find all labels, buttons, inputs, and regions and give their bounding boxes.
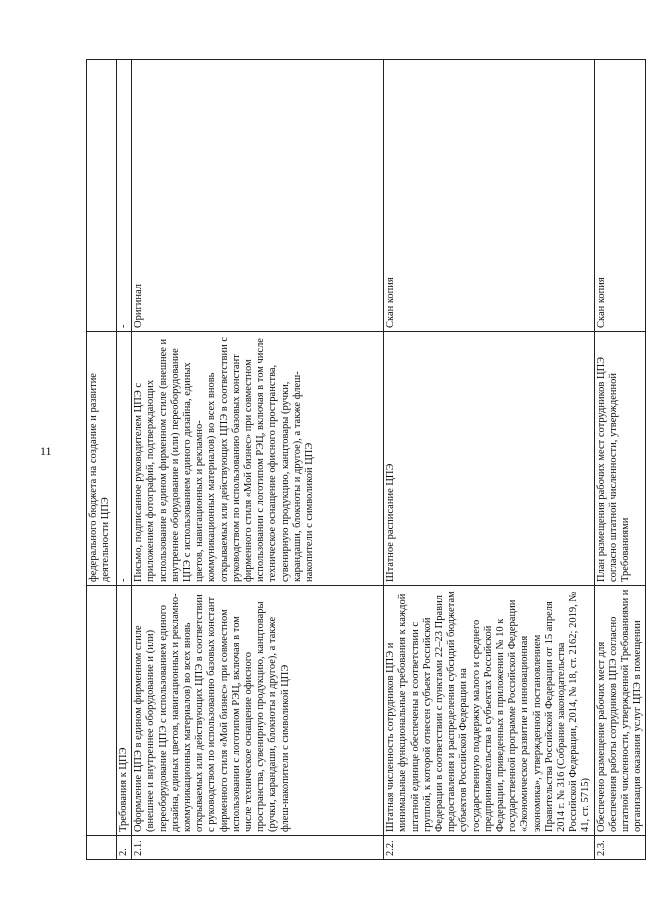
- document-cell: План размещения рабочих мест сотрудников ЦПЭ согласно штатной численности, утвержденной Требованиями: [594, 332, 646, 586]
- requirement-cell: Обеспечено размещение рабочих мест для обеспечения работы сотрудников ЦПЭ согласно штатной численности, утвержденной Требованиями и организация оказания услуг ЦПЭ в помещении: [594, 586, 646, 836]
- requirements-table: [86, 59, 646, 860]
- table-cell: -: [117, 332, 132, 586]
- form-cell: Оригинал: [132, 60, 384, 332]
- document-cell: Штатное расписание ЦПЭ: [384, 332, 594, 586]
- requirement-cell: Оформление ЦПЭ в едином фирменном стиле (внешнее и внутреннее оборудование и (или) переоборудование ЦПЭ с использованием единого дизайна, единых цветов, навигационных и рекламно-коммуникационных материалов) во всех вновь открываемых или действующих ЦПЭ в соответствии с руководством по использованию базовых констант фирменного стиля «Мой бизнес» при совместном использовании с логотипом РЭЦ, включая в том числе техническое оснащение офисного пространства, сувенирную продукцию, канцтовары (ручки, карандаши, блокноты и другое), а также флеш-накопители с символикой ЦПЭ: [132, 586, 384, 836]
- requirement-cell: Штатная численность сотрудников ЦПЭ и минимальные функциональные требования к каждой штатной единице обеспечены в соответствии с группой, к которой отнесен субъект Российской Федерации в соответствии с пунктами 22–23 Правил предоставления и распределения субсидий бюджетам субъектов Российской Федерации на государственную поддержку малого и среднего предпринимательства в субъектах Российской Федерации, приведенных в приложении № 10 к государственной программе Российской Федерации «Экономическое развитие и инновационная экономика», утвержденной постановлением Правительства Российской Федерации от 15 апреля 2014 г. № 316 (Собрание законодательства Российской Федерации, 2014, № 18, ст. 2162; 2019, № 41, ст. 5715): [384, 586, 594, 836]
- row-number: 2.: [117, 836, 132, 860]
- table-row: [117, 60, 132, 860]
- table-row: [594, 60, 646, 860]
- row-number: 2.1.: [132, 836, 384, 860]
- rotated-table-area: [86, 60, 644, 860]
- row-number: 2.3.: [594, 836, 646, 860]
- row-number: 2.2.: [384, 836, 594, 860]
- table-row: [87, 60, 117, 860]
- page-number: 11: [40, 444, 52, 458]
- document-cell: Письмо, подписанное руководителем ЦПЭ с приложением фотографий, подтверждающих использование в едином фирменном стиле (внешнее и внутреннее оборудование и (или) переоборудование ЦПЭ с использованием единого дизайна, единых цветов, навигационных и рекламно-коммуникационных материалов) во всех вновь открываемых или действующих ЦПЭ в соответствии с руководством по использованию базовых констант фирменного стиля «Мой бизнес» при совместном использовании с логотипом РЭЦ, включая в том числе техническое оснащение офисного пространства, сувенирную продукцию, канцтовары (ручки, карандаши, блокноты и другое), а также флеш-накопители с символикой ЦПЭ: [132, 332, 384, 586]
- table-row: [132, 60, 384, 860]
- section-title: Требования к ЦПЭ: [117, 586, 132, 836]
- table-cell: -: [117, 60, 132, 332]
- form-cell: Скан копия: [384, 60, 594, 332]
- table-row: [384, 60, 594, 860]
- form-cell: Скан копия: [594, 60, 646, 332]
- table-cell: федерального бюджета на создание и развитие деятельности ЦПЭ: [87, 332, 117, 586]
